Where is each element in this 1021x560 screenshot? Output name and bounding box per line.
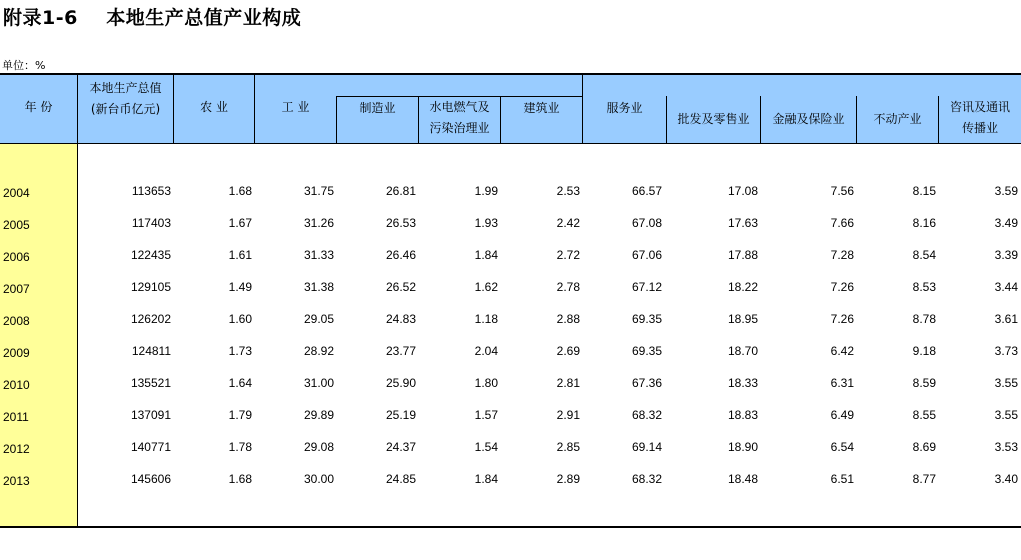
cell-fin: 6.51 [830,472,854,486]
cell-industry: 31.33 [303,248,334,262]
cell-cons: 2.81 [556,376,580,390]
cell-util: 1.80 [474,376,498,390]
cell-fin: 6.31 [830,376,854,390]
row-year: 2008 [3,314,30,328]
cell-whole: 18.90 [727,440,758,454]
cell-real: 8.54 [912,248,936,262]
table-top-rule [0,73,1021,75]
header-utilities-line1: 水电燃气及 [429,100,490,114]
table-bottom-rule [0,526,1021,528]
cell-cons: 2.91 [556,408,580,422]
cell-real: 8.55 [912,408,936,422]
col-sep-year [77,74,78,526]
row-year: 2012 [3,442,30,456]
header-manufacturing: 制造业 [359,101,396,115]
cell-real: 8.15 [912,184,936,198]
row-year: 2006 [3,250,30,264]
cell-industry: 29.89 [303,408,334,422]
cell-agri: 1.78 [228,440,252,454]
cell-fin: 6.54 [830,440,854,454]
cell-mfg: 25.90 [385,376,416,390]
cell-util: 1.62 [474,280,498,294]
cell-cons: 2.88 [556,312,580,326]
cell-gdp: 117403 [131,216,171,230]
cell-real: 8.59 [912,376,936,390]
header-info-line2: 传播业 [961,121,998,135]
cell-gdp: 135521 [130,376,171,390]
cell-gdp: 140771 [130,440,171,454]
cell-agri: 1.73 [228,344,252,358]
cell-industry: 31.38 [303,280,334,294]
cell-cons: 2.85 [556,440,580,454]
cell-cons: 2.72 [556,248,580,262]
row-year: 2004 [3,186,30,200]
cell-mfg: 24.83 [385,312,416,326]
cell-mfg: 26.46 [385,248,416,262]
cell-serv: 69.35 [631,344,662,358]
cell-info: 3.61 [994,312,1018,326]
cell-real: 8.16 [912,216,936,230]
cell-info: 3.53 [994,440,1018,454]
cell-cons: 2.69 [556,344,580,358]
cell-industry: 31.75 [303,184,334,198]
row-year: 2013 [3,474,30,488]
cell-gdp: 124811 [131,344,171,358]
cell-gdp: 113653 [131,184,171,198]
cell-serv: 67.08 [631,216,662,230]
cell-industry: 29.05 [303,312,334,326]
cell-util: 2.04 [474,344,498,358]
cell-gdp: 145606 [130,472,171,486]
cell-cons: 2.78 [556,280,580,294]
cell-mfg: 26.81 [385,184,416,198]
cell-util: 1.54 [474,440,498,454]
cell-fin: 7.56 [830,184,854,198]
row-year: 2009 [3,346,30,360]
header-gdp-line2: (新台币亿元) [90,102,161,116]
header-realestate: 不动产业 [873,112,922,126]
cell-industry: 30.00 [303,472,334,486]
cell-serv: 69.14 [631,440,662,454]
cell-gdp: 126202 [130,312,171,326]
cell-real: 8.78 [912,312,936,326]
cell-real: 8.77 [912,472,936,486]
cell-serv: 67.12 [631,280,662,294]
cell-agri: 1.68 [228,184,252,198]
cell-serv: 69.35 [631,312,662,326]
cell-info: 3.44 [994,280,1018,294]
header-finance: 金融及保险业 [772,112,845,126]
cell-mfg: 23.77 [385,344,416,358]
cell-util: 1.99 [474,184,498,198]
cell-real: 8.69 [912,440,936,454]
header-industry: 工 业 [281,100,310,114]
cell-serv: 66.57 [631,184,662,198]
cell-util: 1.84 [474,248,498,262]
cell-agri: 1.79 [228,408,252,422]
cell-util: 1.84 [474,472,498,486]
cell-industry: 29.08 [303,440,334,454]
cell-fin: 7.28 [830,248,854,262]
cell-agri: 1.60 [228,312,252,326]
cell-mfg: 24.85 [385,472,416,486]
cell-serv: 68.32 [631,472,662,486]
cell-info: 3.59 [994,184,1018,198]
cell-info: 3.49 [994,216,1018,230]
cell-agri: 1.49 [228,280,252,294]
cell-gdp: 129105 [130,280,171,294]
cell-cons: 2.42 [556,216,580,230]
cell-mfg: 24.37 [385,440,416,454]
cell-serv: 67.36 [631,376,662,390]
cell-fin: 7.26 [830,312,854,326]
cell-info: 3.40 [994,472,1018,486]
cell-mfg: 25.19 [385,408,416,422]
header-utilities-line2: 污染治理业 [429,121,490,135]
subheader-rule-industry [336,96,582,97]
cell-cons: 2.53 [556,184,580,198]
cell-serv: 68.32 [631,408,662,422]
cell-real: 9.18 [912,344,936,358]
cell-whole: 18.70 [727,344,758,358]
cell-gdp: 122435 [130,248,171,262]
cell-agri: 1.61 [228,248,252,262]
cell-fin: 7.66 [830,216,854,230]
cell-info: 3.39 [994,248,1018,262]
header-agri: 农 业 [200,100,228,114]
cell-mfg: 26.52 [385,280,416,294]
cell-whole: 18.83 [727,408,758,422]
header-info-line1: 咨讯及通讯 [949,100,1010,114]
cell-util: 1.18 [474,312,498,326]
row-year: 2005 [3,218,30,232]
cell-util: 1.93 [474,216,498,230]
cell-industry: 31.00 [303,376,334,390]
cell-whole: 18.33 [727,376,758,390]
cell-whole: 17.88 [727,248,758,262]
row-year: 2011 [3,410,29,424]
cell-fin: 6.42 [830,344,854,358]
cell-agri: 1.67 [228,216,252,230]
header-bottom-rule [0,143,1021,144]
cell-real: 8.53 [912,280,936,294]
cell-industry: 31.26 [303,216,334,230]
cell-whole: 17.63 [727,216,758,230]
unit-label: 单位：% [2,59,46,72]
page-title: 附录1-6 本地生产总值产业构成 [3,7,302,29]
row-year: 2010 [3,378,30,392]
header-services: 服务业 [606,101,643,115]
cell-mfg: 26.53 [385,216,416,230]
cell-industry: 28.92 [303,344,334,358]
header-wholesale: 批发及零售业 [677,112,750,126]
cell-whole: 18.22 [727,280,758,294]
cell-agri: 1.68 [228,472,252,486]
cell-info: 3.73 [994,344,1018,358]
row-year: 2007 [3,282,30,296]
cell-whole: 18.48 [727,472,758,486]
header-gdp-line1: 本地生产总值 [89,81,162,95]
year-column-band [0,143,77,526]
cell-info: 3.55 [994,376,1018,390]
cell-util: 1.57 [474,408,498,422]
cell-agri: 1.64 [228,376,252,390]
cell-fin: 6.49 [830,408,854,422]
cell-whole: 18.95 [727,312,758,326]
cell-serv: 67.06 [631,248,662,262]
header-year: 年 份 [24,100,53,114]
cell-info: 3.55 [994,408,1018,422]
cell-cons: 2.89 [556,472,580,486]
header-construction: 建筑业 [523,101,560,115]
cell-gdp: 137091 [130,408,171,422]
cell-fin: 7.26 [830,280,854,294]
cell-whole: 17.08 [727,184,758,198]
